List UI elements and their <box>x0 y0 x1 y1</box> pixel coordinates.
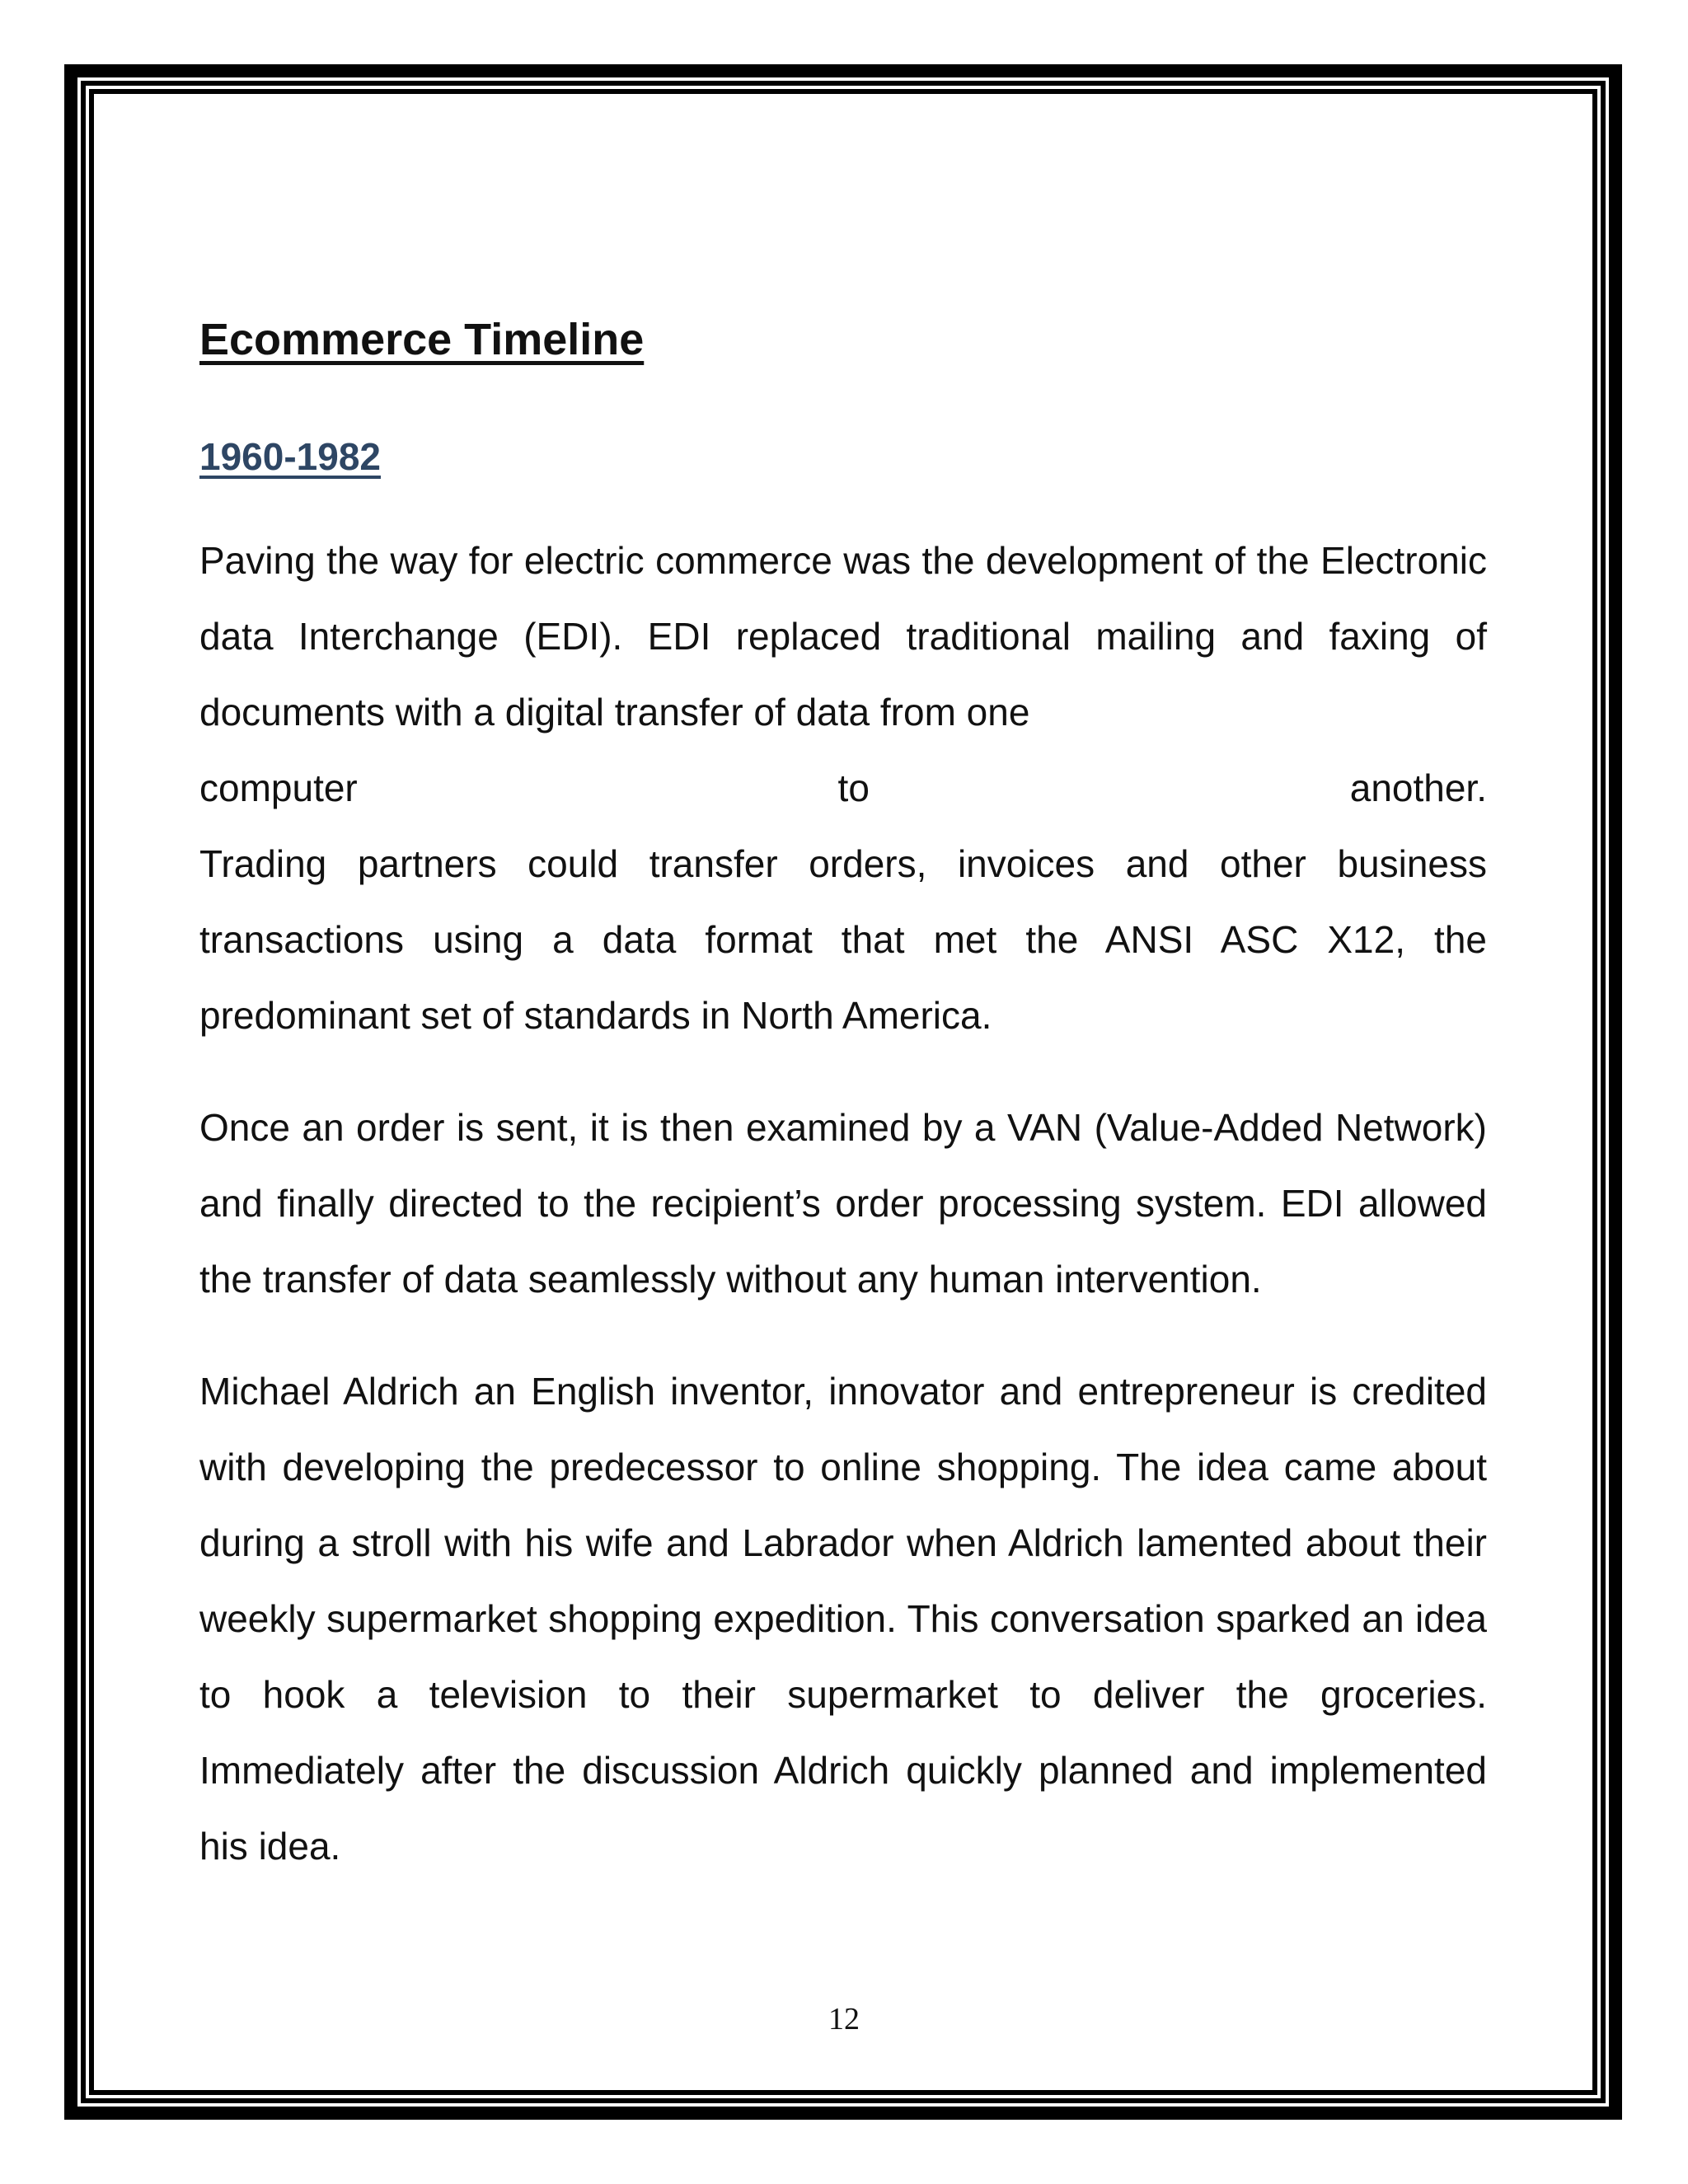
page-title: Ecommerce Timeline <box>199 315 645 364</box>
paragraph-edi-part1: Paving the way for electric commerce was the development of the Electronic data Interchange (EDI). EDI replaced traditional mailing and faxing of documents with a digital transfer of data from one <box>199 538 1487 733</box>
paragraph-edi-line4: computer to another. <box>199 766 1487 809</box>
paragraph-van: Once an order is sent, it is then examined by a VAN (Value-Added Network) and finally directed to the recipient’s order processing system. EDI allowed the transfer of data seamlessly without any human intervention. <box>199 1105 1487 1301</box>
section-heading: 1960-1982 <box>199 434 381 478</box>
paragraph-edi-part2: Trading partners could transfer orders, invoices and other business transactions using a data format that met the ANSI ASC X12, the predominant set of standards in North America. <box>199 841 1487 1037</box>
paragraph-aldrich: Michael Aldrich an English inventor, innovator and entrepreneur is credited with developing the predecessor to online shopping. The idea came about during a stroll with his wife and Labrador when Aldrich lamented about their weekly supermarket shopping expedition. This conversation sparked an idea to hook a television to their supermarket to deliver the groceries. Immediately after the discussion Aldrich quickly planned and implemented his idea. <box>199 1369 1487 1868</box>
page-number: 12 <box>828 2002 860 2036</box>
page-content <box>199 297 1487 1884</box>
paragraph-edi <box>199 523 1487 1053</box>
